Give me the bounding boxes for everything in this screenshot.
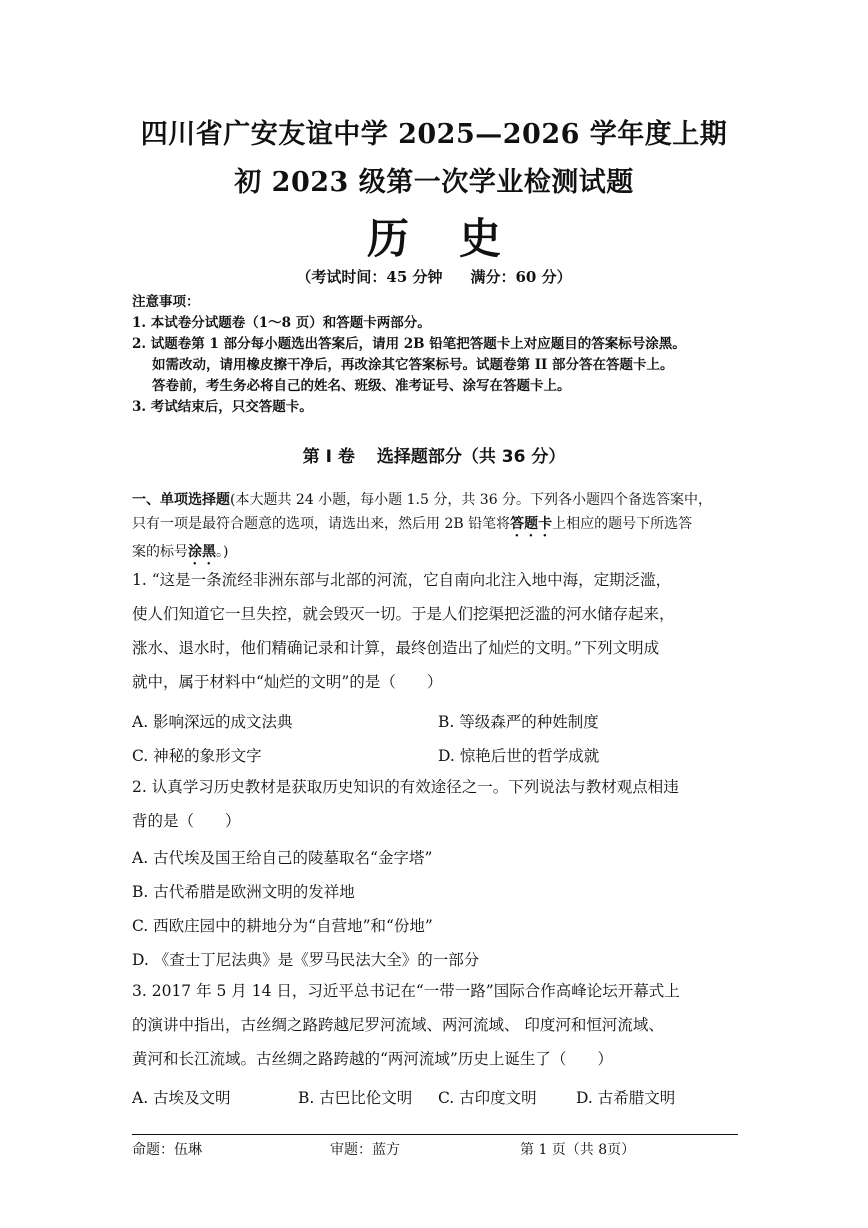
subject-title bbox=[0, 206, 868, 266]
note-item-1: 1. 本试卷分试题卷（1～8 页）和答题卡两部分。 bbox=[132, 315, 431, 331]
exam-title-line1: 四川省广安友谊中学 2025—2026 学年度上期 bbox=[140, 119, 728, 150]
question-1-option-c: C. 神秘的象形文字 bbox=[132, 747, 262, 765]
section-heading bbox=[0, 442, 868, 467]
subject-char-1: 历 bbox=[366, 214, 409, 263]
question-1-line-2: 使人们知道它一旦失控，就会毁灭一切。于是人们挖渠把泛滥的河水储存起来， bbox=[132, 605, 675, 623]
footer-divider bbox=[132, 1134, 738, 1135]
question-3-line-2: 的演讲中指出，古丝绸之路跨越尼罗河流域、两河流域、 印度河和恒河流域、 bbox=[132, 1016, 664, 1034]
section-title: 选择题部分（共 36 分） bbox=[376, 447, 566, 467]
question-2-option-c: C. 西欧庄园中的耕地分为“自营地”和“份地” bbox=[132, 917, 433, 935]
instructions-lead: 一、单项选择题 bbox=[132, 492, 230, 508]
exam-title-line2: 初 2023 级第一次学业检测试题 bbox=[234, 167, 634, 198]
question-1-option-d: D. 惊艳后世的哲学成就 bbox=[438, 747, 600, 765]
question-1-line-1: 1. “这是一条流经非洲东部与北部的河流，它自南向北注入地中海，定期泛滥， bbox=[132, 571, 672, 589]
question-1-stem bbox=[132, 563, 744, 699]
note-item-3: 3. 考试结束后，只交答题卡。 bbox=[132, 399, 313, 415]
question-2-option-d: D. 《查士丁尼法典》是《罗马民法大全》的一部分 bbox=[132, 951, 480, 969]
section-part: 第 I 卷 bbox=[302, 447, 355, 467]
question-1-line-3: 涨水、退水时，他们精确记录和计算，最终创造出了灿烂的文明。”下列文明成 bbox=[132, 639, 660, 657]
footer-reviewer: 审题：蓝方 bbox=[330, 1142, 400, 1158]
question-2-line-2: 背的是（ ） bbox=[132, 812, 241, 830]
exam-info bbox=[0, 266, 868, 287]
subject-char-2: 史 bbox=[459, 214, 502, 263]
section-instructions bbox=[132, 488, 742, 568]
notes-block bbox=[132, 292, 744, 418]
question-1-option-a: A. 影响深远的成文法典 bbox=[132, 713, 293, 731]
instructions-text-2c: 上相应的题号下所选答 bbox=[552, 516, 693, 532]
instructions-text-2a: 只有一项是最符合题意的选项，请选出来，然后用 2B 铅笔将 bbox=[132, 516, 511, 532]
question-2-line-1: 2. 认真学习历史教材是获取历史知识的有效途径之一。下列说法与教材观点相违 bbox=[132, 778, 679, 796]
question-3-line-3: 黄河和长江流域。古丝绸之路跨越的“两河流域”历史上诞生了（ ） bbox=[132, 1050, 613, 1068]
notes-heading: 注意事项： bbox=[132, 294, 200, 310]
question-1-line-4: 就中，属于材料中“灿烂的文明”的是（ ） bbox=[132, 673, 443, 691]
question-2-option-b: B. 古代希腊是欧洲文明的发祥地 bbox=[132, 883, 355, 901]
footer-page-number: 第 1 页（共 8页） bbox=[520, 1142, 636, 1158]
note-item-2-line2: 如需改动，请用橡皮擦干净后，再改涂其它答案标号。试题卷第 II 部分答在答题卡上。 bbox=[152, 357, 674, 373]
question-3-option-d: D. 古希腊文明 bbox=[576, 1089, 676, 1107]
question-2-option-a: A. 古代埃及国王给自己的陵墓取名“金字塔” bbox=[132, 849, 433, 867]
question-3-stem bbox=[132, 974, 744, 1076]
instructions-emphasis-answer-card: 答题卡 bbox=[510, 516, 553, 532]
question-3-line-1: 3. 2017 年 5 月 14 日，习近平总书记在“一带一路”国际合作高峰论坛开幕式上 bbox=[132, 982, 680, 1000]
full-score: 满分：60 分） bbox=[470, 268, 572, 286]
footer-author: 命题：伍琳 bbox=[132, 1142, 202, 1158]
question-3-option-c: C. 古印度文明 bbox=[438, 1089, 537, 1107]
question-3-option-a: A. 古埃及文明 bbox=[132, 1089, 231, 1107]
instructions-text-1: (本大题共 24 小题，每小题 1.5 分，共 36 分。下列各小题四个备选答案中， bbox=[230, 492, 713, 508]
question-2-stem bbox=[132, 770, 744, 838]
question-1-option-b: B. 等级森严的种姓制度 bbox=[438, 713, 599, 731]
note-item-2-line3: 答卷前，考生务必将自己的姓名、班级、准考证号、涂写在答题卡上。 bbox=[152, 378, 571, 394]
instructions-emphasis-fill: 涂黑 bbox=[188, 544, 216, 560]
instructions-text-3c: 。) bbox=[216, 544, 229, 560]
note-item-2-line1: 2. 试题卷第 1 部分每小题选出答案后，请用 2B 铅笔把答题卡上对应题目的答案标号涂黑。 bbox=[132, 336, 686, 352]
instructions-text-3a: 案的标号 bbox=[132, 544, 188, 560]
exam-time: （考试时间：45 分钟 bbox=[296, 268, 443, 286]
question-3-option-b: B. 古巴比伦文明 bbox=[298, 1089, 413, 1107]
